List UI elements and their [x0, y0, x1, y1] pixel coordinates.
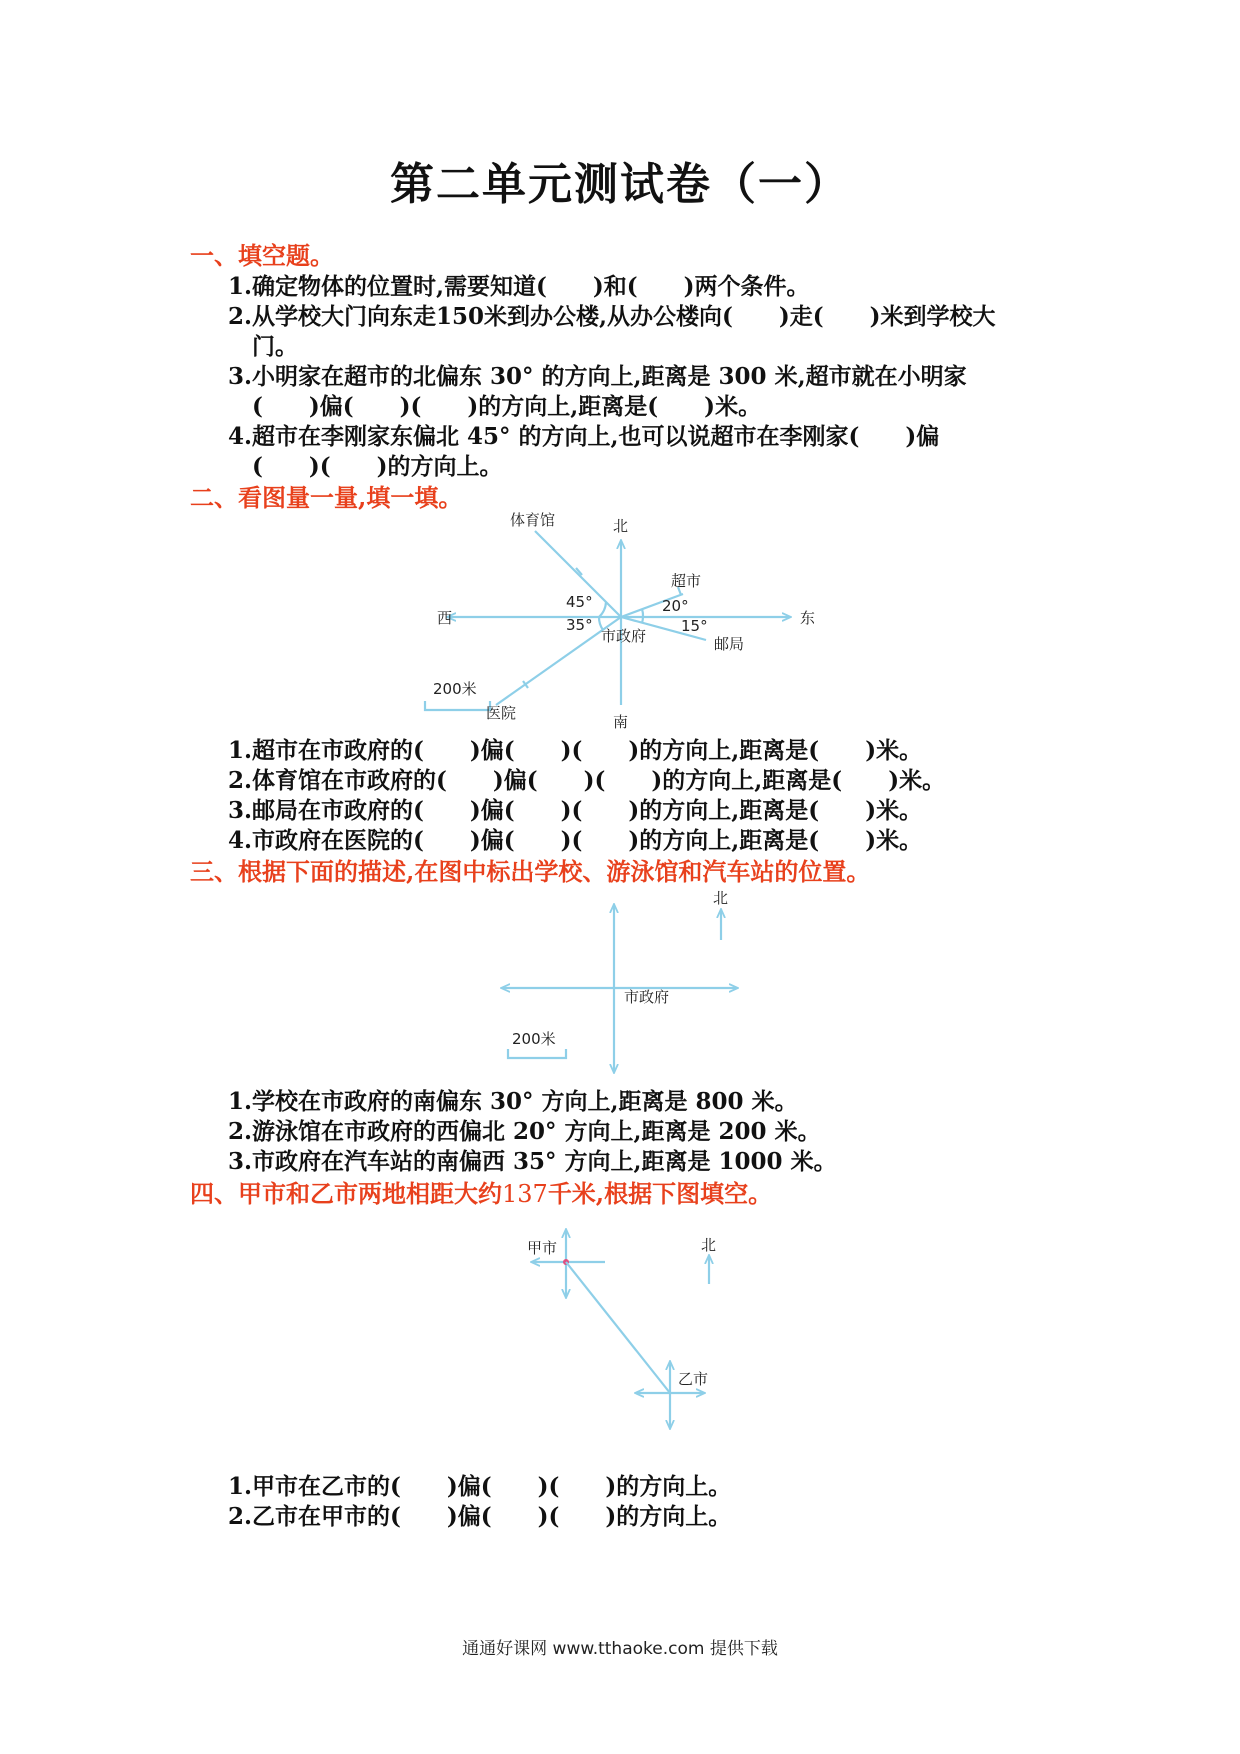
label-west: 西 — [437, 609, 453, 627]
s3-question-3: 3.市政府在汽车站的南偏西 35° 方向上,距离是 1000 米。 — [228, 1148, 837, 1175]
s4-question-1: 1.甲市在乙市的( )偏( )( )的方向上。 — [228, 1473, 732, 1500]
s2-question-3: 3.邮局在市政府的( )偏( )( )的方向上,距离是( )米。 — [228, 797, 923, 824]
label-center: 市政府 — [601, 627, 647, 645]
angle-postoffice: 15° — [681, 617, 708, 635]
label-north: 北 — [713, 889, 729, 907]
label-scale: 200米 — [512, 1030, 556, 1048]
s1-question-4-cont: ( )( )的方向上。 — [252, 453, 503, 480]
section2-heading: 二、看图量一量,填一填。 — [190, 483, 463, 512]
label-city-a: 甲市 — [527, 1239, 558, 1257]
label-north: 北 — [613, 517, 629, 535]
section4-heading-post: 千米,根据下图填空。 — [547, 1179, 773, 1208]
footer: 通通好课网 www.tthaoke.com 提供下载 — [462, 1639, 778, 1659]
label-city-b: 乙市 — [678, 1370, 709, 1388]
section1-heading: 一、填空题。 — [190, 241, 334, 270]
label-scale: 200米 — [433, 680, 477, 698]
page-title: 第二单元测试卷（一） — [390, 159, 850, 210]
s3-question-1: 1.学校在市政府的南偏东 30° 方向上,距离是 800 米。 — [228, 1088, 798, 1115]
section4-heading-pre: 四、甲市和乙市两地相距大约 — [190, 1179, 502, 1208]
label-south: 南 — [613, 713, 629, 731]
s1-question-3-cont: ( )偏( )( )的方向上,距离是( )米。 — [252, 393, 762, 420]
s1-question-2: 2.从学校大门向东走150米到办公楼,从办公楼向( )走( )米到学校大 — [228, 303, 996, 330]
label-hospital: 医院 — [486, 704, 517, 722]
label-center: 市政府 — [624, 988, 670, 1006]
angle-supermarket: 20° — [662, 597, 689, 615]
label-postoffice: 邮局 — [714, 635, 745, 653]
label-gym: 体育馆 — [510, 511, 556, 529]
angle-hospital: 35° — [566, 616, 593, 634]
label-east: 东 — [800, 609, 816, 627]
s1-question-3: 3.小明家在超市的北偏东 30° 的方向上,距离是 300 米,超市就在小明家 — [228, 363, 967, 390]
s1-question-1: 1.确定物体的位置时,需要知道( )和( )两个条件。 — [228, 273, 810, 300]
s1-question-4: 4.超市在李刚家东偏北 45° 的方向上,也可以说超市在李刚家( )偏 — [228, 423, 940, 450]
s4-question-2: 2.乙市在甲市的( )偏( )( )的方向上。 — [228, 1503, 732, 1530]
label-supermarket: 超市 — [671, 572, 702, 590]
s1-question-2-cont: 门。 — [252, 333, 298, 360]
label-north: 北 — [701, 1236, 717, 1254]
s2-question-2: 2.体育馆在市政府的( )偏( )( )的方向上,距离是( )米。 — [228, 767, 946, 794]
angle-gym: 45° — [566, 593, 593, 611]
s3-question-2: 2.游泳馆在市政府的西偏北 20° 方向上,距离是 200 米。 — [228, 1118, 821, 1145]
connection-line — [566, 1262, 670, 1393]
s2-question-4: 4.市政府在医院的( )偏( )( )的方向上,距离是( )米。 — [228, 827, 923, 854]
section4-distance: 137 — [502, 1180, 548, 1208]
section3-heading: 三、根据下面的描述,在图中标出学校、游泳馆和汽车站的位置。 — [190, 857, 871, 886]
s2-question-1: 1.超市在市政府的( )偏( )( )的方向上,距离是( )米。 — [228, 737, 923, 764]
